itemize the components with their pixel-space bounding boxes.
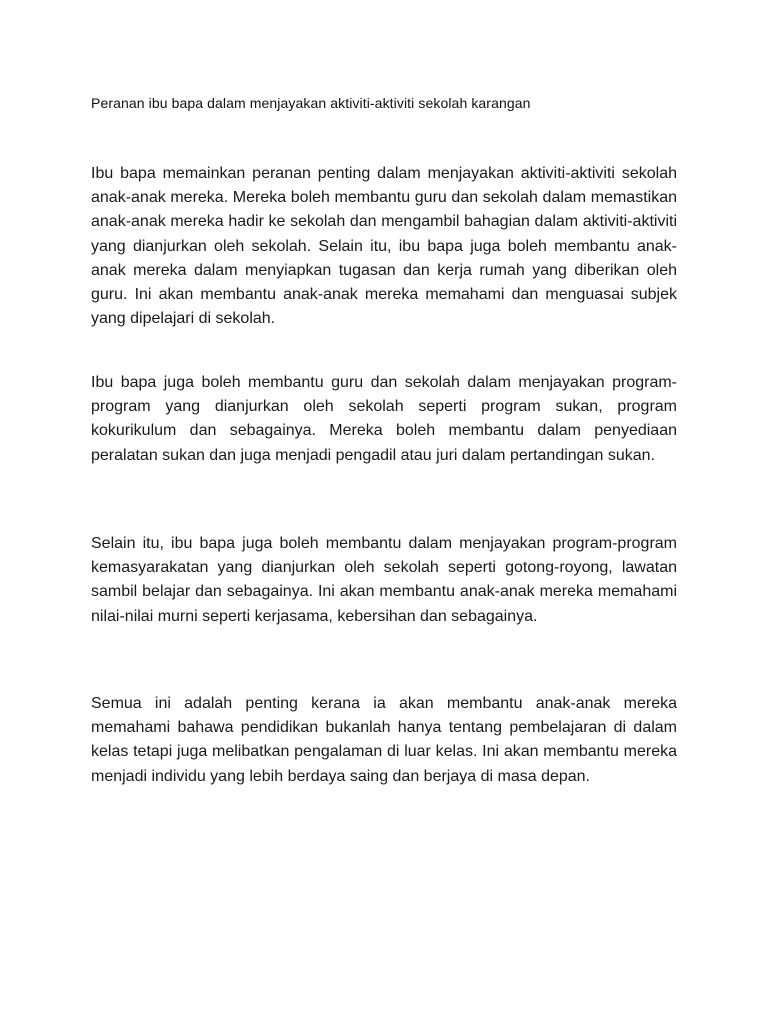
paragraph-2: Ibu bapa juga boleh membantu guru dan sekolah dalam menjayakan program-program yang dianjurkan oleh sekolah seperti program sukan, program kokurikulum dan sebagainya. Mereka boleh membantu dalam penyediaan peralatan sukan dan juga menjadi pengadil atau juri dalam pertandingan sukan. (91, 374, 677, 464)
paragraph-4: Semua ini adalah penting kerana ia akan membantu anak-anak mereka memahami bahawa pendidikan bukanlah hanya tentang pembelajaran di dalam kelas tetapi juga melibatkan pengalaman di luar kelas. Ini akan membantu mereka menjadi individu yang lebih berdaya saing dan berjaya di masa depan. (91, 695, 677, 785)
paragraph-1: Ibu bapa memainkan peranan penting dalam menjayakan aktiviti-aktiviti sekolah anak-anak mereka. Mereka boleh membantu guru dan sekolah dalam memastikan anak-anak mereka hadir ke sekolah dan mengambil bahagian dalam aktiviti-aktiviti yang dianjurkan oleh sekolah. Selain itu, ibu bapa juga boleh membantu anak-anak mereka dalam menyiapkan tugasan dan kerja rumah yang diberikan oleh guru. Ini akan membantu anak-anak mereka memahami dan menguasai subjek yang dipelajari di sekolah. (91, 165, 677, 328)
paragraph-3: Selain itu, ibu bapa juga boleh membantu dalam menjayakan program-program kemasyarakatan yang dianjurkan oleh sekolah seperti gotong-royong, lawatan sambil belajar dan sebagainya. Ini akan membantu anak-anak mereka memahami nilai-nilai murni seperti kerjasama, kebersihan dan sebagainya. (91, 535, 677, 625)
document-title: Peranan ibu bapa dalam menjayakan aktiviti-aktiviti sekolah karangan (91, 95, 531, 111)
